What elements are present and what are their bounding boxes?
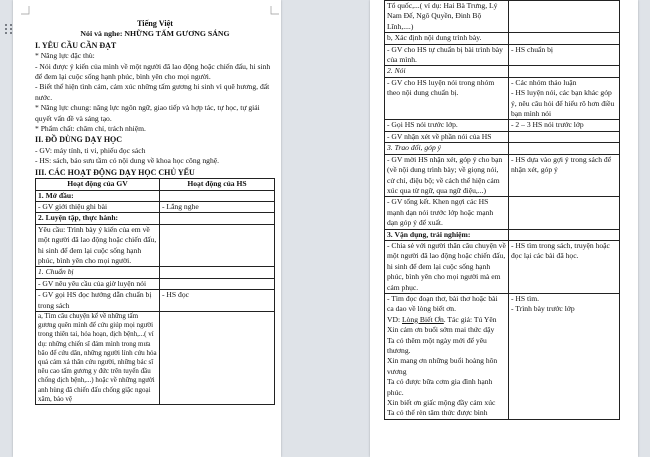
table-cell-hs bbox=[509, 197, 620, 229]
table-cell-hs: - 2 – 3 HS nói trước lớp bbox=[509, 120, 620, 131]
table-cell-hs bbox=[160, 224, 275, 267]
table-cell-hs bbox=[160, 190, 275, 201]
table-cell-hs bbox=[509, 131, 620, 142]
section-heading-activities: III. CÁC HOẠT ĐỘNG DẠY HỌC CHỦ YẾU bbox=[35, 167, 195, 177]
poem-line: Xin cảm ơn buổi sớm mai thức dậy bbox=[387, 325, 495, 335]
table-cell-gv: a, Tìm câu chuyện kể về những tấm gương quên mình để cứu giúp mọi người trong thiên tai, hỏa hoạn, dịch bệnh,...( ví dụ: những chiến sĩ đảm mình trong mưa bão để cứu dân, những người lính cứu hỏa quả cảm xả thân cứu người, những bác sĩ nêu cao tấm gương y đức trên tuyến đầu chống dịch bệnh,...) hoặc về những người anh hùng đã chiến đấu chống giặc ngoại xâm, bảo vệ bbox=[36, 311, 160, 404]
table-cell-hs bbox=[509, 33, 620, 44]
table-row bbox=[36, 267, 275, 278]
crop-mark-icon bbox=[21, 6, 33, 18]
table-cell-gv: b, Xác định nội dung trình bày. bbox=[385, 33, 509, 44]
table-cell-gv: - GV cho HS tự chuẩn bị bài trình bày của mình. bbox=[385, 44, 509, 66]
table-row bbox=[385, 229, 620, 240]
table-row bbox=[385, 44, 620, 66]
table-cell-gv: Yêu cầu: Trình bày ý kiến của em về một người đã lao động hoặc chiến đấu, hi sinh để đem lại cuộc sống hạnh phúc, bình yên cho mọi người. bbox=[36, 224, 160, 267]
table-row bbox=[36, 201, 275, 212]
table-cell-gv: 2. Nói bbox=[385, 66, 509, 77]
table-cell-gv: - GV nhận xét về phần nói của HS bbox=[385, 131, 509, 142]
table-cell-hs bbox=[160, 213, 275, 224]
table-cell-hs bbox=[509, 66, 620, 77]
poem-heading bbox=[387, 315, 506, 325]
activity-table bbox=[35, 178, 275, 405]
poem-line: Ta có được bữa cơm gia đình hạnh phúc. bbox=[387, 377, 493, 397]
column-header-gv: Hoạt động của GV bbox=[36, 179, 160, 190]
table-cell-gv: - GV tổng kết. Khen ngợi các HS mạnh dạn nói trước lớp hoặc mạnh dạn góp ý để xuất. bbox=[385, 197, 509, 229]
table-row bbox=[36, 311, 275, 404]
table-row bbox=[36, 278, 275, 289]
table-cell-hs bbox=[160, 278, 275, 289]
poem-label: VD: bbox=[387, 314, 402, 324]
table-cell-gv: 1. Chuẩn bị bbox=[36, 267, 160, 278]
table-cell-gv: 2. Luyện tập, thực hành: bbox=[36, 213, 160, 224]
table-row bbox=[385, 120, 620, 131]
poem-line: Ta có thể rèn tâm thức được bình bbox=[387, 408, 488, 418]
table-cell-gv: - Gọi HS nói trước lớp. bbox=[385, 120, 509, 131]
table-cell-hs: - HS đọc bbox=[160, 290, 275, 312]
table-cell-gv: - GV mời HS nhận xét, góp ý cho bạn (về nội dung trình bày; về giọng nói, cử chỉ, điệu bộ; về cách thể hiện cảm xúc qua từ ngữ, qua ngữ điệu,...) bbox=[385, 154, 509, 197]
table-row bbox=[385, 197, 620, 229]
section-heading-objectives: I. YÊU CẦU CẦN ĐẠT bbox=[35, 40, 117, 50]
table-cell-gv: 3. Trao đổi, góp ý bbox=[385, 143, 509, 154]
table-row bbox=[385, 154, 620, 197]
paragraph: * Phẩm chất: chăm chỉ, trách nhiệm. bbox=[35, 124, 146, 134]
paragraph: - Nói được ý kiến của mình về một người đã lao động hoặc chiến đấu, hi sinh để đem lại cuộc sống hạnh phúc, bình yên cho mọi người. bbox=[35, 61, 271, 82]
poem-author: . Tác giả: Tú Yên bbox=[443, 314, 497, 324]
table-cell-gv: 1. Mở đầu: bbox=[36, 190, 160, 201]
table-cell-hs: - HS tìm. - Trình bày trước lớp bbox=[509, 293, 620, 419]
table-cell-hs bbox=[509, 1, 620, 33]
paragraph: * Năng lực chung: năng lực ngôn ngữ, giao tiếp và hợp tác, tự học, tự giải quyết vấn đề và sáng tạo. bbox=[35, 103, 260, 123]
column-header-hs: Hoạt động của HS bbox=[160, 179, 275, 190]
table-cell-hs: - Các nhóm thảo luận - HS luyện nói, các bạn khác góp ý, nêu câu hỏi để hiểu rõ hơn điều bạn mình nói bbox=[509, 77, 620, 120]
poem-line: Xin mang ơn những buổi hoàng hôn vương bbox=[387, 356, 498, 376]
section-heading-materials: II. ĐỒ DÙNG DẠY HỌC bbox=[35, 135, 123, 145]
table-cell-hs bbox=[509, 143, 620, 154]
table-row bbox=[36, 190, 275, 201]
table-cell-hs: - HS chuẩn bị bbox=[509, 44, 620, 66]
table-row bbox=[36, 290, 275, 312]
table-row bbox=[385, 33, 620, 44]
document-page-2 bbox=[370, 0, 638, 457]
table-cell-gv: - GV giới thiệu ghi bài bbox=[36, 201, 160, 212]
lesson-subject-title: Tiếng Việt bbox=[136, 19, 173, 28]
table-cell-gv: - GV gọi HS đọc hướng dẫn chuẩn bị trong sách bbox=[36, 290, 160, 312]
poem-line: Ta có thêm một ngày mới để yêu thương. bbox=[387, 335, 487, 355]
paragraph: - GV: máy tính, ti vi, phiếu đọc sách bbox=[35, 145, 146, 155]
table-row bbox=[385, 131, 620, 142]
cell-text: - Tìm đọc đoạn thơ, bài thơ hoặc bài ca dao về lòng biết ơn. bbox=[387, 293, 498, 314]
table-row bbox=[385, 143, 620, 154]
table-row bbox=[36, 224, 275, 267]
table-cell-gv: - Chia sẻ với người thân câu chuyện về một người đã lao động hoặc chiến đấu, hi sinh để đem lại cuộc sống hạnh phúc, bình yên cho mọi người mà em cảm phục. bbox=[385, 240, 509, 293]
paragraph: - HS: sách, báo sưu tầm có nội dung về khoa học công nghệ. bbox=[35, 156, 220, 166]
table-row bbox=[385, 1, 620, 33]
paragraph: * Năng lực đặc thù: bbox=[35, 51, 95, 61]
table-cell-hs bbox=[160, 311, 275, 404]
table-row bbox=[385, 77, 620, 120]
table-row bbox=[385, 240, 620, 293]
poem-title: Lòng Biết Ơn bbox=[401, 314, 444, 324]
table-cell-gv: Tổ quốc,...( ví dụ: Hai Bà Trưng, Lý Nam Đế, Ngô Quyền, Đinh Bộ Lĩnh,....) bbox=[385, 1, 509, 33]
table-cell-hs bbox=[509, 229, 620, 240]
table-cell-gv: 3. Vận dụng, trải nghiệm: bbox=[385, 229, 509, 240]
table-cell-hs: - HS tìm trong sách, truyện hoặc đọc lại các bài đã học. bbox=[509, 240, 620, 293]
table-row bbox=[36, 213, 275, 224]
table-cell-gv: - GV nêu yêu cầu của giờ luyện nói bbox=[36, 278, 160, 289]
paragraph: - Biết thể hiện tình cảm, cảm xúc những tấm gương hi sinh vì quê hương, đất nước. bbox=[35, 82, 270, 102]
table-cell-hs: - HS dựa vào gợi ý trong sách để nhận xét, góp ý bbox=[509, 154, 620, 197]
table-header-row bbox=[36, 179, 275, 190]
table-cell-gv: - GV cho HS luyện nói trong nhóm theo nội dung chuẩn bị. bbox=[385, 77, 509, 120]
activity-table-continued bbox=[384, 0, 620, 420]
table-cell-hs bbox=[160, 267, 275, 278]
table-row bbox=[385, 66, 620, 77]
lesson-title: Nói và nghe: NHỮNG TẤM GƯƠNG SÁNG bbox=[80, 29, 230, 39]
table-cell-gv bbox=[385, 293, 509, 419]
table-row bbox=[385, 293, 620, 419]
poem-line: Xin biết ơn giấc mộng đầy cảm xúc bbox=[387, 398, 496, 408]
document-page-1 bbox=[13, 0, 281, 457]
table-cell-hs: - Lắng nghe bbox=[160, 201, 275, 212]
